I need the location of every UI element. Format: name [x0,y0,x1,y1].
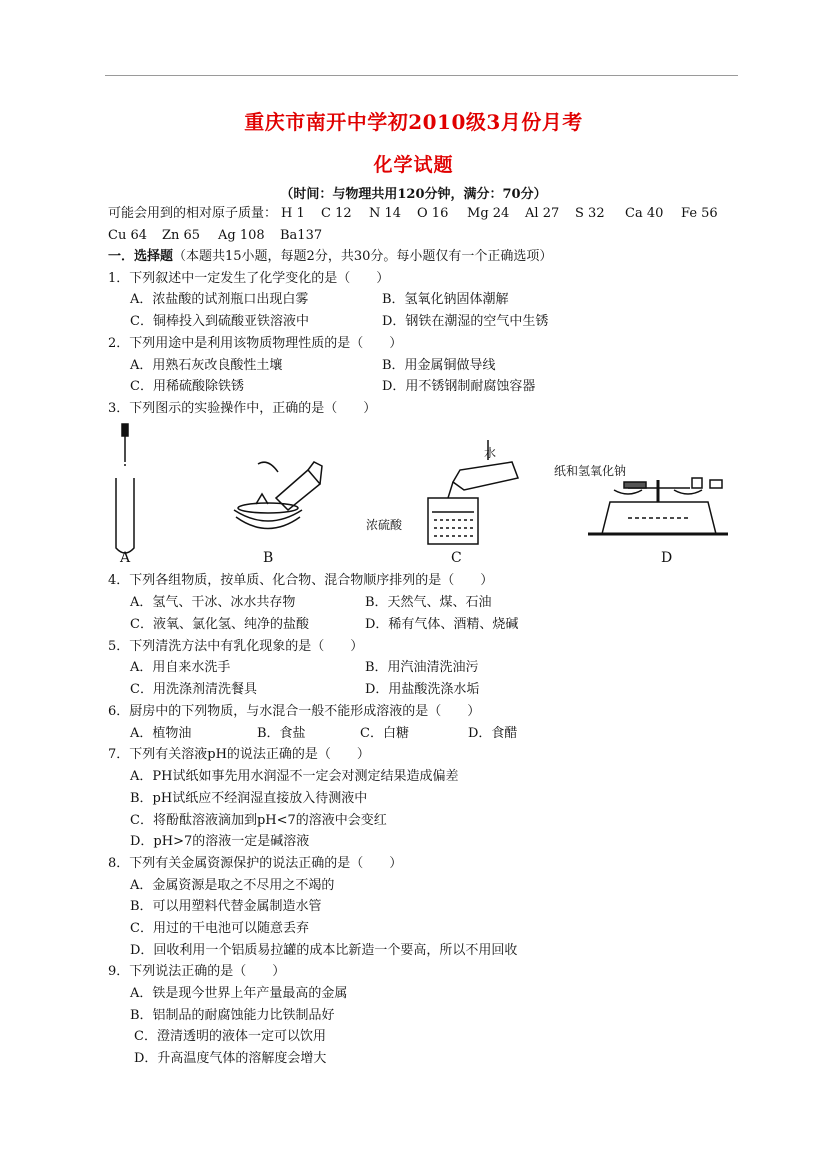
figure-label-c: C [451,550,462,566]
atomic-masses-intro: 可能会用到的相对原子质量： [108,206,278,221]
atomic-mass: S 32 [575,206,605,221]
section-desc: （本题共15小题，每题2分，共30分。每小题仅有一个正确选项） [173,249,553,264]
option-b: B．氢氧化钠固体潮解 [382,292,509,307]
option-a: A．植物油 [130,726,192,741]
balance-label: 纸和氢氧化钠 [554,464,627,478]
atomic-mass: Al 27 [525,206,560,221]
option-b: B．pH试纸应不经润湿直接放入待测液中 [130,791,368,806]
atomic-mass: O 16 [417,206,449,221]
atomic-mass: Zn 65 [162,228,201,243]
option-b: B．用汽油清洗油污 [365,660,479,675]
option-d: D．稀有气体、酒精、烧碱 [365,617,519,632]
section-header [108,248,552,266]
atomic-mass: N 14 [369,206,402,221]
exam-meta: （时间：与物理共用120分钟，满分：70分） [280,187,547,202]
option-b: B．铝制品的耐腐蚀能力比铁制品好 [130,1008,335,1023]
question-stem: 3．下列图示的实验操作中，正确的是（ ） [108,401,377,416]
option-c: C．白糖 [360,726,409,741]
option-b: B．可以用塑料代替金属制造水管 [130,899,322,914]
option-c: C．液氧、氯化氢、纯净的盐酸 [130,617,309,632]
option-a: A．金属资源是取之不尽用之不竭的 [130,878,335,893]
option-d: D．食醋 [468,726,518,741]
question-stem: 9．下列说法正确的是（ ） [108,964,286,979]
atomic-mass: Ca 40 [625,206,664,221]
atomic-mass: Ag 108 [218,228,265,243]
atomic-mass: Fe 56 [681,206,718,221]
option-c: C．用过的干电池可以随意丢弃 [130,921,309,936]
option-c: C．用洗涤剂清洗餐具 [130,682,257,697]
header-rule [105,75,738,76]
option-b: B．天然气、煤、石油 [365,595,492,610]
question-stem: 2．下列用途中是利用该物质物理性质的是（ ） [108,336,403,351]
lab-operations-figure [108,420,758,570]
option-a: A．用自来水洗手 [130,660,231,675]
exam-title: 重庆市南开中学初2010级3月份月考 [244,110,583,134]
option-a: A．用熟石灰改良酸性土壤 [130,358,283,373]
atomic-mass: C 12 [321,206,352,221]
atomic-mass: Cu 64 [108,228,147,243]
section-label: 一．选择题 [108,249,174,264]
atomic-masses-line2 [108,227,322,245]
option-c: C．铜棒投入到硫酸亚铁溶液中 [130,314,309,329]
option-a: A．氢气、干冰、冰水共存物 [130,595,296,610]
figure-label-b: B [263,550,274,566]
question-stem: 6．厨房中的下列物质，与水混合一般不能形成溶液的是（ ） [108,704,481,719]
option-d: D．钢铁在潮湿的空气中生锈 [382,314,549,329]
atomic-mass: Ba137 [280,228,323,243]
figure-label-d: D [661,550,673,566]
question-stem: 8．下列有关金属资源保护的说法正确的是（ ） [108,856,403,871]
option-b: B．食盐 [257,726,306,741]
question-stem: 5．下列清洗方法中有乳化现象的是（ ） [108,639,364,654]
option-c: C．澄清透明的液体一定可以饮用 [134,1029,326,1044]
option-d: D．升高温度气体的溶解度会增大 [134,1051,327,1066]
atomic-mass: Mg 24 [467,206,510,221]
option-d: D．回收利用一个铝质易拉罐的成本比新造一个要高，所以不用回收 [130,943,518,958]
exam-subtitle: 化学试题 [373,154,454,176]
option-a: A．铁是现今世界上年产量最高的金属 [130,986,348,1001]
atomic-masses-line1 [108,205,718,223]
question-stem: 4．下列各组物质，按单质、化合物、混合物顺序排列的是（ ） [108,573,494,588]
water-label: 水 [484,446,497,460]
lab-figure-drawing [108,420,758,570]
acid-label: 浓硫酸 [366,518,403,532]
question-stem: 1．下列叙述中一定发生了化学变化的是（ ） [108,271,390,286]
option-d: D．用盐酸洗涤水垢 [365,682,480,697]
option-d: D．pH>7的溶液一定是碱溶液 [130,834,310,849]
atomic-mass: H 1 [281,206,305,221]
question-stem: 7．下列有关溶液pH的说法正确的是（ ） [108,747,370,762]
option-c: C．将酚酞溶液滴加到pH<7的溶液中会变红 [130,813,387,828]
option-a: A．浓盐酸的试剂瓶口出现白雾 [130,292,309,307]
option-c: C．用稀硫酸除铁锈 [130,379,244,394]
figure-label-a: A [120,550,131,566]
option-d: D．用不锈钢制耐腐蚀容器 [382,379,536,394]
option-a: A．PH试纸如事先用水润湿不一定会对测定结果造成偏差 [130,769,459,784]
option-b: B．用金属铜做导线 [382,358,496,373]
